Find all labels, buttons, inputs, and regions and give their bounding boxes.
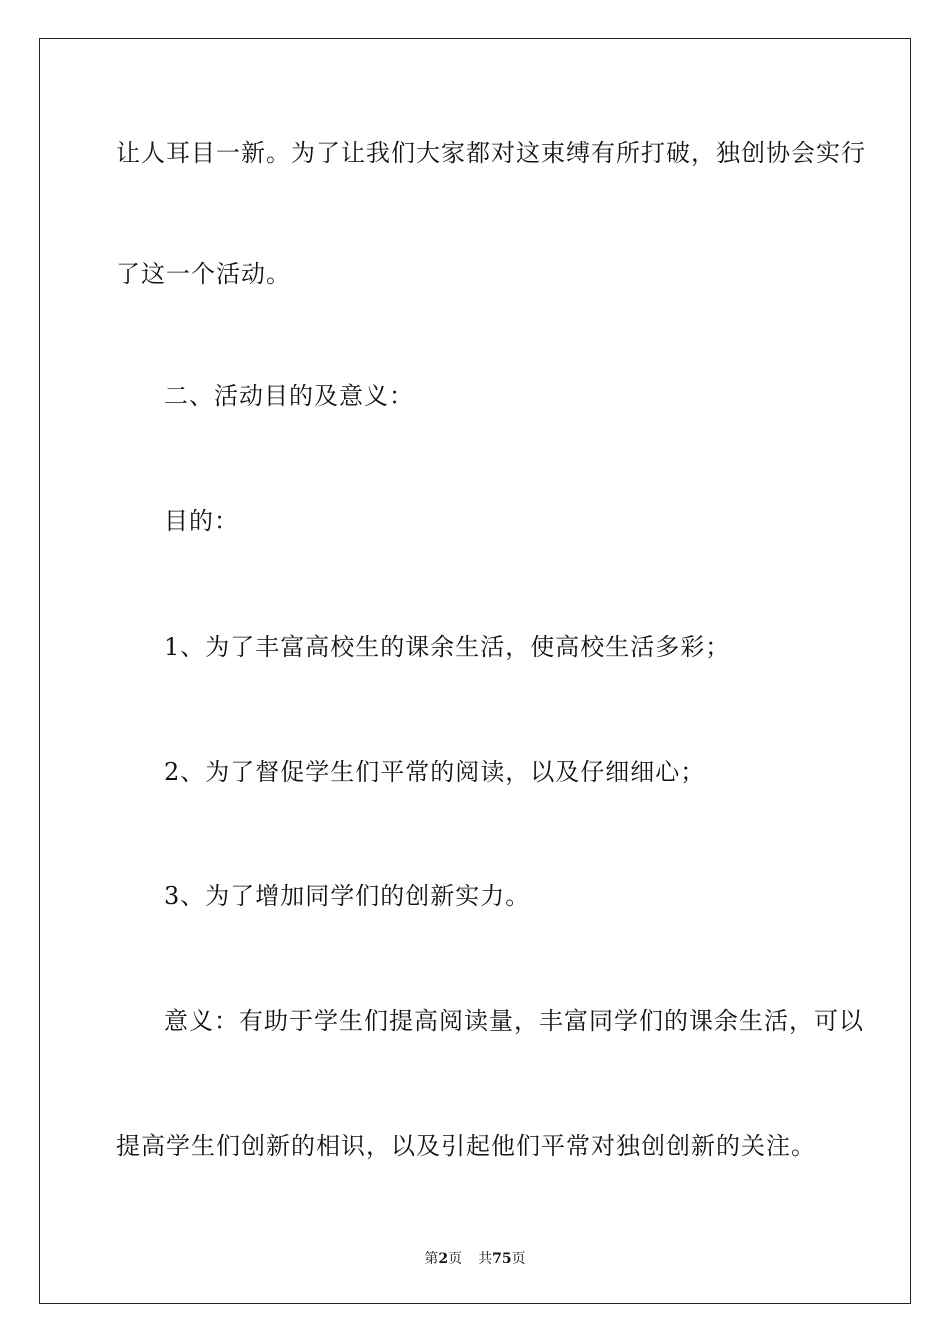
body-line-1: 让人耳目一新。为了让我们大家都对这束缚有所打破，独创协会实行 (116, 139, 866, 167)
footer-total-prefix: 共 (478, 1251, 493, 1267)
page-border (39, 38, 911, 1304)
purpose-item-1: 1、为了丰富高校生的课余生活，使高校生活多彩； (164, 633, 731, 661)
body-line-2: 了这一个活动。 (116, 260, 291, 288)
footer-page-suffix: 页 (448, 1251, 463, 1267)
footer-total-suffix: 页 (511, 1251, 526, 1267)
significance-line-2: 提高学生们创新的相识，以及引起他们平常对独创创新的关注。 (116, 1132, 816, 1160)
section-heading: 二、活动目的及意义： (164, 382, 414, 410)
purpose-item-2: 2、为了督促学生们平常的阅读，以及仔细细心； (164, 758, 706, 786)
significance-line-1: 意义：有助于学生们提高阅读量，丰富同学们的课余生活，可以 (164, 1007, 864, 1035)
footer-page-prefix: 第 (424, 1251, 439, 1267)
purpose-item-3: 3、为了增加同学们的创新实力。 (164, 882, 531, 910)
footer-page-number: 2 (438, 1251, 449, 1267)
footer-total-number: 75 (492, 1251, 512, 1267)
purpose-heading: 目的： (164, 507, 239, 535)
page-footer (0, 1250, 950, 1268)
